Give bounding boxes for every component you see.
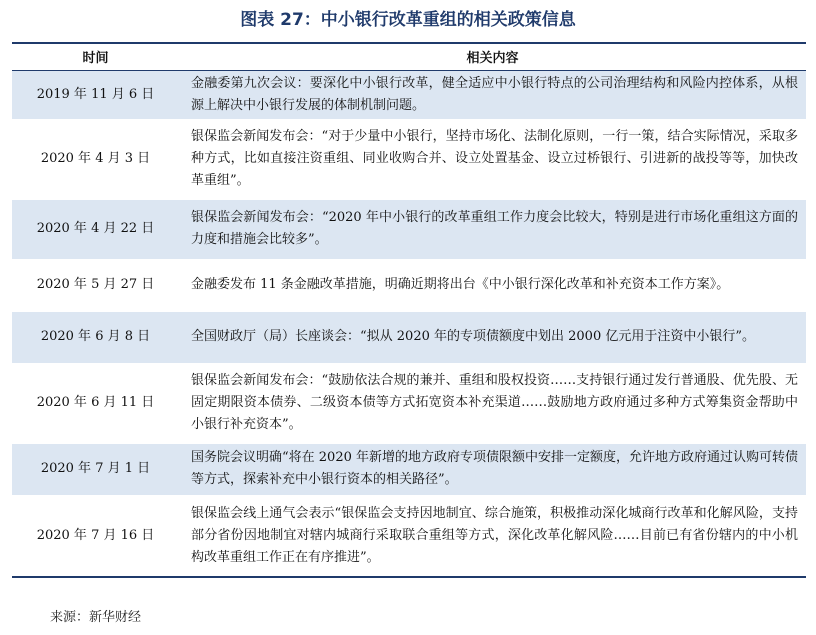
row-date: 2020 年 4 月 22 日	[12, 199, 179, 259]
table-row	[12, 363, 806, 443]
table-header-row	[12, 43, 806, 70]
table-row	[12, 259, 806, 311]
row-content: 银保监会新闻发布会：“鼓励依法合规的兼并、重组和股权投资……支持银行通过发行普通股、优先股、无固定期限资本债券、二级资本债等方式拓宽资本补充渠道……鼓励地方政府通过多种方式筹集资金帮助中小银行补充资本”。	[179, 363, 806, 443]
table-row	[12, 443, 806, 495]
row-content: 全国财政厅（局）长座谈会：“拟从 2020 年的专项债额度中划出 2000 亿元用于注资中小银行”。	[179, 311, 806, 363]
row-date: 2019 年 11 月 6 日	[12, 70, 179, 119]
row-content: 金融委发布 11 条金融改革措施，明确近期将出台《中小银行深化改革和补充资本工作方案》。	[179, 259, 806, 311]
figure-title: 图表 27：中小银行改革重组的相关政策信息	[240, 10, 576, 30]
row-date: 2020 年 6 月 11 日	[12, 363, 179, 443]
source-note: 来源：新华财经	[50, 610, 142, 625]
header-time: 时间	[12, 43, 179, 70]
table-row	[12, 119, 806, 199]
row-content: 银保监会新闻发布会：“2020 年中小银行的改革重组工作力度会比较大，特别是进行市场化重组这方面的力度和措施会比较多”。	[179, 199, 806, 259]
table-row	[12, 495, 806, 577]
policy-table-container	[12, 42, 806, 578]
table-row	[12, 199, 806, 259]
table-row	[12, 70, 806, 119]
row-date: 2020 年 4 月 3 日	[12, 119, 179, 199]
row-content: 金融委第九次会议：要深化中小银行改革，健全适应中小银行特点的公司治理结构和风险内控体系，从根源上解决中小银行发展的体制机制问题。	[179, 70, 806, 119]
table-row	[12, 311, 806, 363]
header-content: 相关内容	[179, 43, 806, 70]
row-date: 2020 年 5 月 27 日	[12, 259, 179, 311]
row-date: 2020 年 6 月 8 日	[12, 311, 179, 363]
row-date: 2020 年 7 月 16 日	[12, 495, 179, 577]
row-content: 银保监会新闻发布会：“对于少量中小银行，坚持市场化、法制化原则，一行一策，结合实际情况，采取多种方式，比如直接注资重组、同业收购合并、设立处置基金、设立过桥银行、引进新的战投等等，加快改革重组”。	[179, 119, 806, 199]
row-content: 国务院会议明确“将在 2020 年新增的地方政府专项债限额中安排一定额度，允许地方政府通过认购可转债等方式，探索补充中小银行资本的相关路径”。	[179, 443, 806, 495]
policy-table	[12, 42, 806, 578]
row-content: 银保监会线上通气会表示“银保监会支持因地制宜、综合施策，积极推动深化城商行改革和化解风险，支持部分省份因地制宜对辖内城商行采取联合重组等方式，深化改革化解风险……目前已有省份辖内的中小机构改革重组工作正在有序推进”。	[179, 495, 806, 577]
row-date: 2020 年 7 月 1 日	[12, 443, 179, 495]
